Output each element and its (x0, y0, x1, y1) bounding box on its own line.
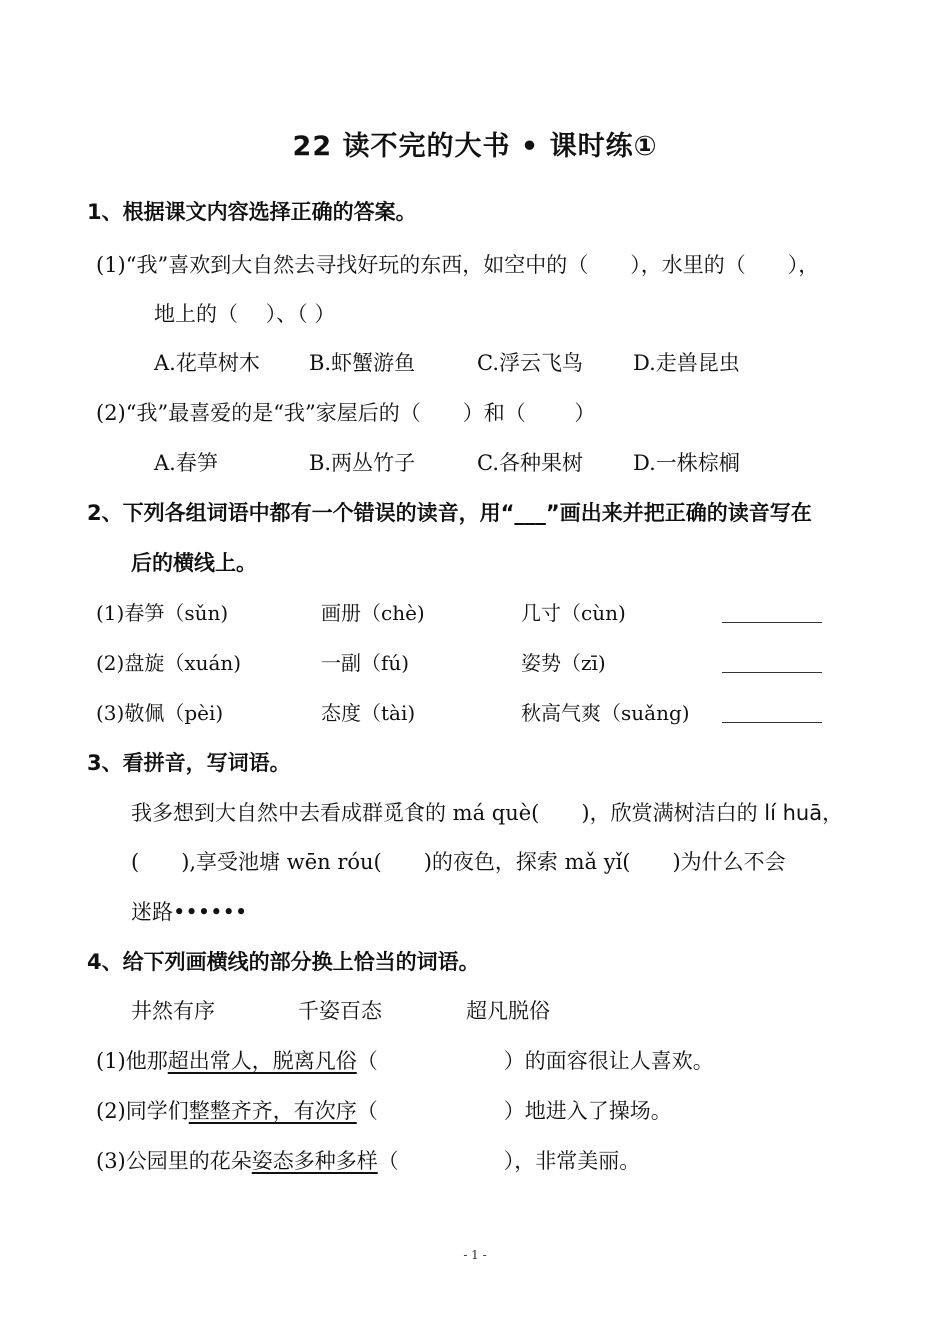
q2-row3-word3: 秋高气爽（suǎng) (521, 701, 690, 725)
q4-item-3 (96, 1146, 640, 1176)
q2-row2-word1: (2)盘旋（xuán) (96, 651, 242, 675)
q2-row3-word1: (3)敬佩（pèi) (96, 701, 224, 725)
q3-line1 (131, 798, 843, 828)
q1-item2-option-d: D.一株棕榈 (633, 451, 740, 475)
q3-line1-comma: ， (822, 801, 844, 825)
q4-item-3-prefix: (3)公园里的花朵 (96, 1149, 252, 1173)
q1-item1-option-b: B.虾蟹游鱼 (309, 351, 416, 375)
q3-heading: 3、看拼音，写词语。 (87, 751, 291, 775)
q4-item-3-underlined: 姿态多种多样 (251, 1149, 378, 1173)
q1-item2-line: (2)“我”最喜爱的是“我”家屋后的（ ）和（ ） (96, 401, 596, 425)
q1-item1-option-d: D.走兽昆虫 (633, 351, 740, 375)
q4-heading: 4、给下列画横线的部分换上恰当的词语。 (87, 950, 480, 974)
q2-row2-word2: 一副（fú) (321, 651, 410, 675)
q4-item-1-prefix: (1)他那 (96, 1049, 168, 1073)
q2-row1-word1: (1)春笋（sǔn) (96, 601, 229, 625)
q3-line1-pinyin: lí huā (764, 801, 823, 825)
q3-line3: 迷路•••••• (131, 900, 248, 924)
q2-heading-line1: 2、下列各组词语中都有一个错误的读音，用“___”画出来并把正确的读音写在 (87, 501, 812, 525)
q3-line2: ( ),享受池塘 wēn róu( )的夜色，探索 mǎ yǐ( )为什么不会 (131, 850, 786, 874)
q1-item1-option-c: C.浮云飞鸟 (477, 351, 583, 375)
q2-heading-line2: 后的横线上。 (131, 551, 257, 575)
q4-item-2 (96, 1096, 672, 1126)
q2-row3-word2: 态度（tài) (321, 701, 416, 725)
q4-word-2: 千姿百态 (298, 999, 382, 1023)
q2-row3-answer-line[interactable] (722, 722, 822, 723)
q4-item-2-underlined: 整整齐齐，有次序 (188, 1099, 357, 1123)
q4-item-1 (96, 1046, 714, 1076)
q4-word-1: 井然有序 (131, 999, 215, 1023)
q2-row1-word3: 几寸（cùn) (521, 601, 626, 625)
q4-item-3-suffix: （ ），非常美丽。 (377, 1149, 641, 1173)
q4-item-2-prefix: (2)同学们 (96, 1099, 189, 1123)
q2-row1-word2: 画册（chè) (321, 601, 425, 625)
q2-row1-answer-line[interactable] (722, 622, 822, 623)
page-number: - 1 - (463, 1248, 487, 1262)
q1-item1-line1: (1)“我”喜欢到大自然去寻找好玩的东西，如空中的（ ），水里的（ ）， (96, 253, 820, 277)
q4-item-1-suffix: （ ）的面容很让人喜欢。 (356, 1049, 714, 1073)
q4-item-1-underlined: 超出常人，脱离凡俗 (167, 1049, 357, 1073)
q4-word-3: 超凡脱俗 (466, 999, 550, 1023)
q1-item2-option-a: A.春笋 (154, 451, 218, 475)
q1-item1-option-a: A.花草树木 (154, 351, 260, 375)
page-title: 22 读不完的大书 • 课时练① (292, 131, 658, 162)
q1-item2-option-c: C.各种果树 (477, 451, 583, 475)
q1-item1-line2: 地上的（ ）、（ ） (154, 302, 336, 326)
q1-item2-option-b: B.两丛竹子 (309, 451, 416, 475)
q3-line1-text: 我多想到大自然中去看成群觅食的 má què( )，欣赏满树洁白的 (131, 801, 765, 825)
q1-heading: 1、根据课文内容选择正确的答案。 (87, 200, 417, 224)
q2-row2-word3: 姿势（zī) (521, 651, 606, 675)
q2-row2-answer-line[interactable] (722, 672, 822, 673)
q4-item-2-suffix: （ ）地进入了操场。 (356, 1099, 672, 1123)
